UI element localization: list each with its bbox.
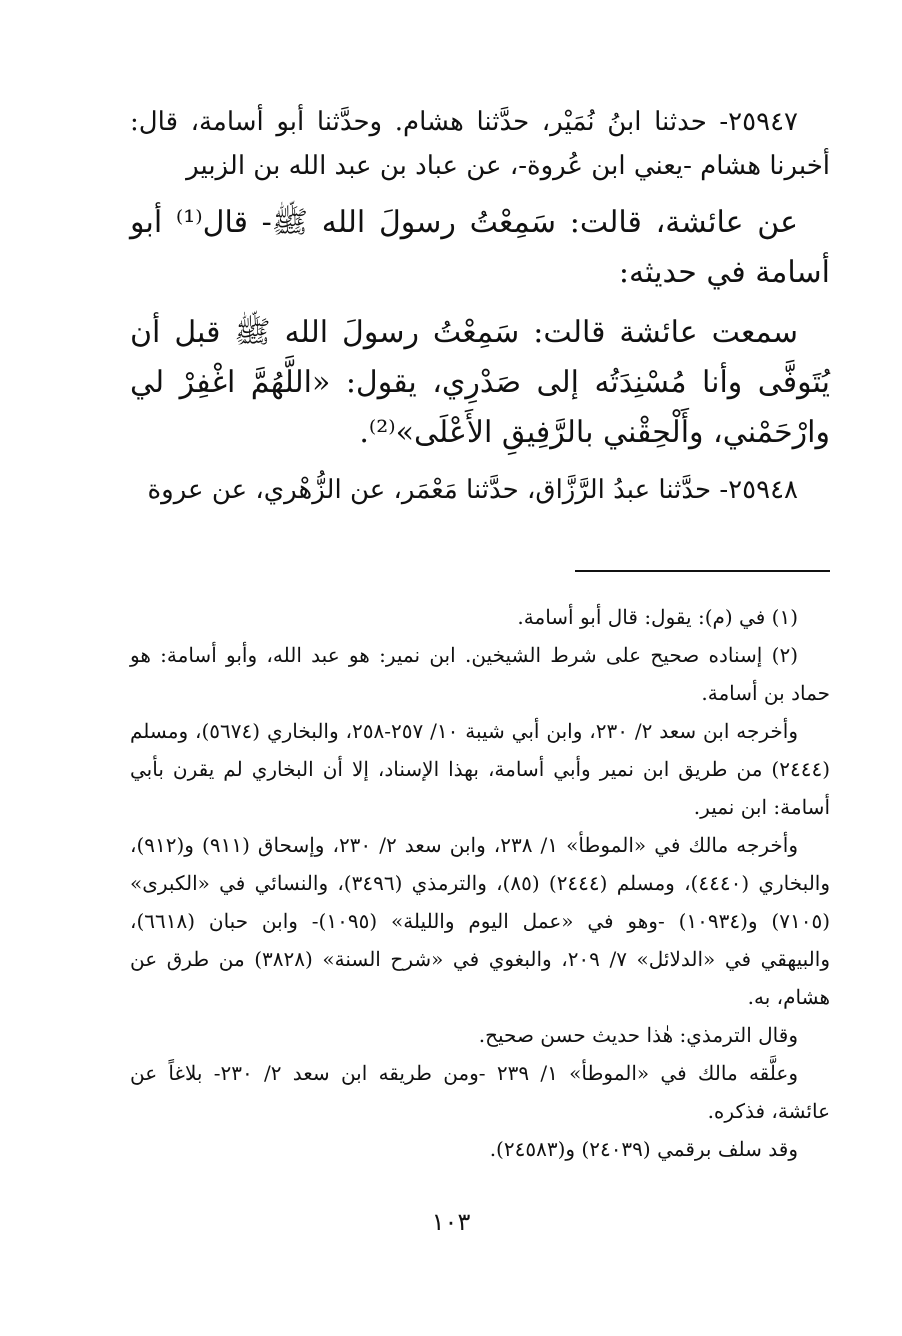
hadith-25947-text: سمعت عائشة قالت: سَمِعْتُ رسولَ الله ﷺ قبل أن يُتَوفَّى وأنا مُسْنِدَتُه إلى صَدْرِي، يقول: «اللَّهُمَّ اغْفِرْ لي وارْحَمْني، وأَلْحِقْني بالرَّفِيقِ الأَعْلَى»⁽²⁾.: [130, 315, 830, 450]
footnote-2-tirmidhi: وقال الترمذي: هٰذا حديث حسن صحيح.: [478, 1023, 798, 1047]
footnote-2: (٢) إسناده صحيح على شرط الشيخين. ابن نمير: هو عبد الله، وأبو أسامة: هو حماد بن أسامة.: [130, 643, 830, 705]
footnote-divider: [575, 570, 830, 572]
page-number: ١٠٣: [431, 1208, 471, 1236]
main-text: [130, 100, 830, 512]
footnote-2-takhrij-1: وأخرجه ابن سعد ٢/ ٢٣٠، وابن أبي شيبة ١٠/ ٢٥٧-٢٥٨، والبخاري (٥٦٧٤)، ومسلم (٢٤٤٤) من طريق ابن نمير وأبي أسامة، بهذا الإسناد، إلا أن البخاري لم يقرن بأبي أسامة: ابن نمير.: [130, 719, 830, 819]
hadith-25948-chain: ٢٥٩٤٨- حدَّثنا عبدُ الرَّزَّاق، حدَّثنا مَعْمَر، عن الزُّهْري، عن عروة: [147, 475, 798, 505]
footnotes: [130, 598, 830, 1168]
hadith-25947-intro: عن عائشة، قالت: سَمِعْتُ رسولَ الله ﷺ- قال⁽¹⁾ أبو أسامة في حديثه:: [130, 205, 830, 290]
footnote-1: (١) في (م): يقول: قال أبو أسامة.: [517, 605, 798, 629]
footnote-2-malik: وعلَّقه مالك في «الموطأ» ١/ ٢٣٩ -ومن طريقه ابن سعد ٢/ ٢٣٠- بلاغاً عن عائشة، فذكره.: [130, 1061, 830, 1123]
footnote-2-cross-ref: وقد سلف برقمي (٢٤٠٣٩) و(٢٤٥٨٣).: [489, 1137, 798, 1161]
hadith-25947-chain: ٢٥٩٤٧- حدثنا ابنُ نُمَيْر، حدَّثنا هشام. وحدَّثنا أبو أسامة، قال: أخبرنا هشام -يعني ابن عُروة-، عن عباد بن عبد الله بن الزبير: [130, 107, 830, 181]
footnote-2-takhrij-2: وأخرجه مالك في «الموطأ» ١/ ٢٣٨، وابن سعد ٢/ ٢٣٠، وإسحاق (٩١١) و(٩١٢)، والبخاري (٤٤٤٠)، ومسلم (٢٤٤٤) (٨٥)، والترمذي (٣٤٩٦)، والنسائي في «الكبرى» (٧١٠٥) و(١٠٩٣٤) -وهو في «عمل اليوم والليلة» (١٠٩٥)- وابن حبان (٦٦١٨)، والبيهقي في «الدلائل» ٧/ ٢٠٩، والبغوي في «شرح السنة» (٣٨٢٨) من طرق عن هشام، به.: [130, 833, 831, 1009]
